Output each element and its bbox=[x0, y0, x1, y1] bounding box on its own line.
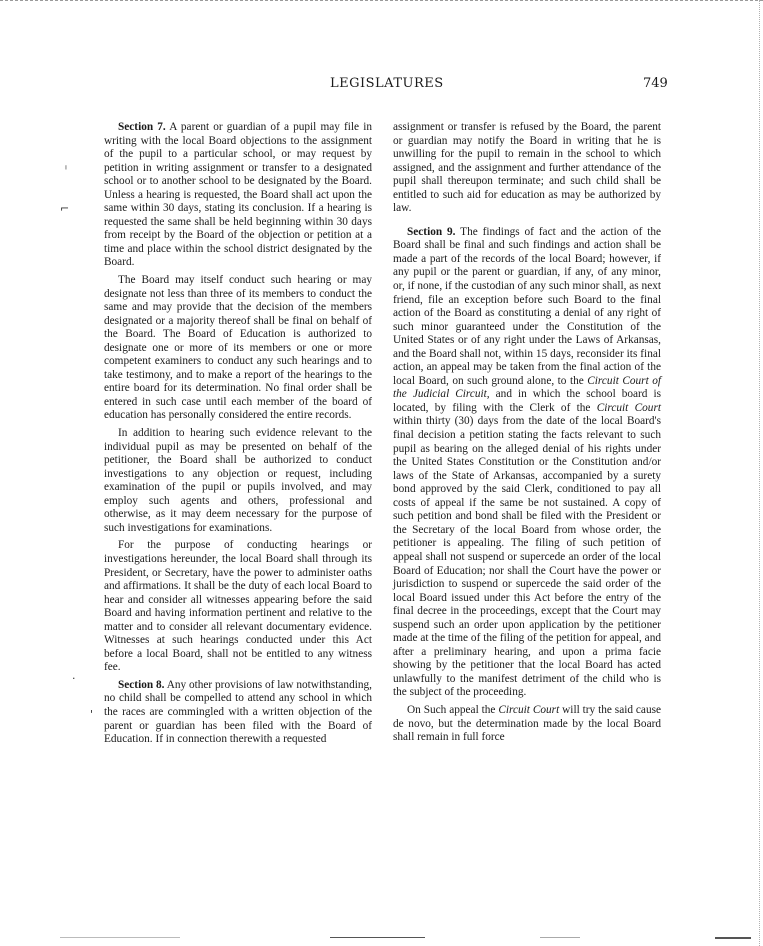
scan-artifact bbox=[60, 937, 180, 938]
court-name: Circuit Court bbox=[596, 401, 661, 414]
section-9-paragraph bbox=[393, 226, 661, 700]
scan-artifact bbox=[540, 937, 580, 938]
paragraph-text: In addition to hearing such evidence relevant to the individual pupil as may be presented on behalf of the petitioner, the Board shall be authorized to conduct investigations to any objection or request, including examination of the pupil or pupils involved, and may employ such agents and others, professional and otherwise, as it may deem necessary for the purpose of such investigations for examinations. bbox=[104, 427, 372, 534]
page-number: 749 bbox=[643, 76, 668, 91]
scan-artifact bbox=[715, 937, 751, 939]
margin-mark: · bbox=[72, 672, 76, 685]
paragraph-text: will try the said cause de novo, but the determination made by the local Board shall remain in full force bbox=[393, 703, 661, 744]
section-7-text: A parent or guardian of a pupil may file in writing with the local Board objections to the assignment of the pupil to a particular school, or may request by petition in writing assignment or transfer to a designated school or to another school to be designated by the Board. Unless a hearing is requested, the Board shall act upon the same within 30 days, stating its conclusion. If a hearing is requested the same shall be held beginning within 30 days from receipt by the Board of the objection or petition at a time and place within the school district designated by the Board. bbox=[104, 121, 372, 269]
running-head bbox=[0, 76, 763, 96]
paragraph-text: and in which the school board is located, by filing with the Clerk of the bbox=[393, 388, 661, 414]
scan-edge-top bbox=[0, 0, 763, 3]
right-column bbox=[393, 121, 661, 749]
paragraph bbox=[104, 427, 372, 535]
running-title: LEGISLATURES bbox=[330, 76, 444, 91]
section-7-paragraph bbox=[104, 121, 372, 270]
margin-mark: ⌐ bbox=[60, 202, 70, 215]
section-8-heading: Section 8. bbox=[118, 678, 165, 691]
paragraph-text: For the purpose of conducting hearings or investigations hereunder, the local Board shall through its President, or Secretary, have the power to administer oaths and affirmations. It shall be the duty of each local Board to hear and consider all witnesses appearing before the said Board and having information pertinent and relative to the matter and to consider all relevant documentary evidence. Witnesses at such hearings conducted under this Act before a local Board, shall not be entitled to any witness fee. bbox=[104, 539, 372, 674]
court-name: Circuit Court bbox=[498, 703, 560, 716]
court-name: Circuit Court of the Judicial Circuit, bbox=[393, 374, 661, 401]
section-8-text: Any other provisions of law notwithstanding, no child shall be compelled to attend any school in which the races are commingled with a written objection of the parent or guardian has been filed with the Board of Education. If in connection therewith a requested bbox=[104, 678, 372, 746]
paragraph bbox=[393, 704, 661, 745]
paragraph-text: assignment or transfer is refused by the Board, the parent or guardian may notify the Board in writing that he is unwilling for the pupil to remain in the school to which assigned, and the assignment and further attendance of the pupil shall thereupon terminate; and such child shall be entitled to such aid for education as may be authorized by law. bbox=[393, 121, 661, 215]
section-8-paragraph bbox=[104, 679, 372, 747]
paragraph-text: The findings of fact and the action of the Board shall be final and such findings and action shall be made a part of the records of the local Board; however, if any pupil or the parent or guardian, if any, of any minor, or, if none, if the custodian of any such minor shall, as next friend, file an exception before such Board to the final action of the Board as constituting a denial of any right of such minor guaranteed under the Constitution of the United States or of any right under the Laws of Arkansas, and the Board shall not, within 15 days, reconsider its final action, an appeal may be taken from the final action of the local Board, on such ground alone, to the bbox=[393, 225, 661, 387]
paragraph bbox=[104, 274, 372, 423]
paragraph-text: The Board may itself conduct such hearing or may designate not less than three of its members to conduct the same and may provide that the decision of the members designated or a majority thereof shall be final on behalf of the Board. The Board of Education is authorized to designate one or more of its members or one or more competent examiners to conduct any such hearings and to take testimony, and to make a report of the hearings to the entire board for its determination. No final order shall be entered in such case until each member of the board of education has personally considered the entire records. bbox=[104, 274, 372, 422]
paragraph-text: On Such appeal the bbox=[407, 703, 496, 716]
section-7-heading: Section 7. bbox=[118, 121, 166, 133]
scan-artifact bbox=[330, 937, 425, 938]
margin-mark: ⁱ bbox=[65, 163, 67, 176]
scan-edge-right bbox=[759, 0, 760, 946]
paragraph bbox=[393, 121, 661, 216]
section-9-heading: Section 9. bbox=[407, 225, 456, 238]
paragraph-text: within thirty (30) days from the date of the local Board's final decision a petition stating the facts relevant to such pupil as bearing on the alleged denial of his rights under the United States Constitution or the Constitution and/or laws of the State of Arkansas, accompanied by a surety bond approved by the said Clerk, conditioned to pay all costs of appeal if the same be not sustained. A copy of such petition and bond shall be filed with the President or the Secretary of the local Board from whose order, the petitioner is appealing. The filing of such petition of appeal shall not suspend or supercede an order of the local Board of Education; nor shall the Court have the power or jurisdiction to suspend or supercede the said order of the local Board issued under this Act before the entry of the final decree in the proceedings, except that the Court may suspend such an order upon application by the petitioner made at the time of the filing of the petition for appeal, and after a preliminary hearing, and upon a prima facie showing by the petitioner that the local Board has acted unlawfully to the manifest detriment of the child who is the subject of the proceeding. bbox=[393, 415, 661, 699]
margin-mark: ' bbox=[90, 708, 94, 721]
left-column bbox=[104, 121, 372, 751]
paragraph bbox=[104, 539, 372, 674]
